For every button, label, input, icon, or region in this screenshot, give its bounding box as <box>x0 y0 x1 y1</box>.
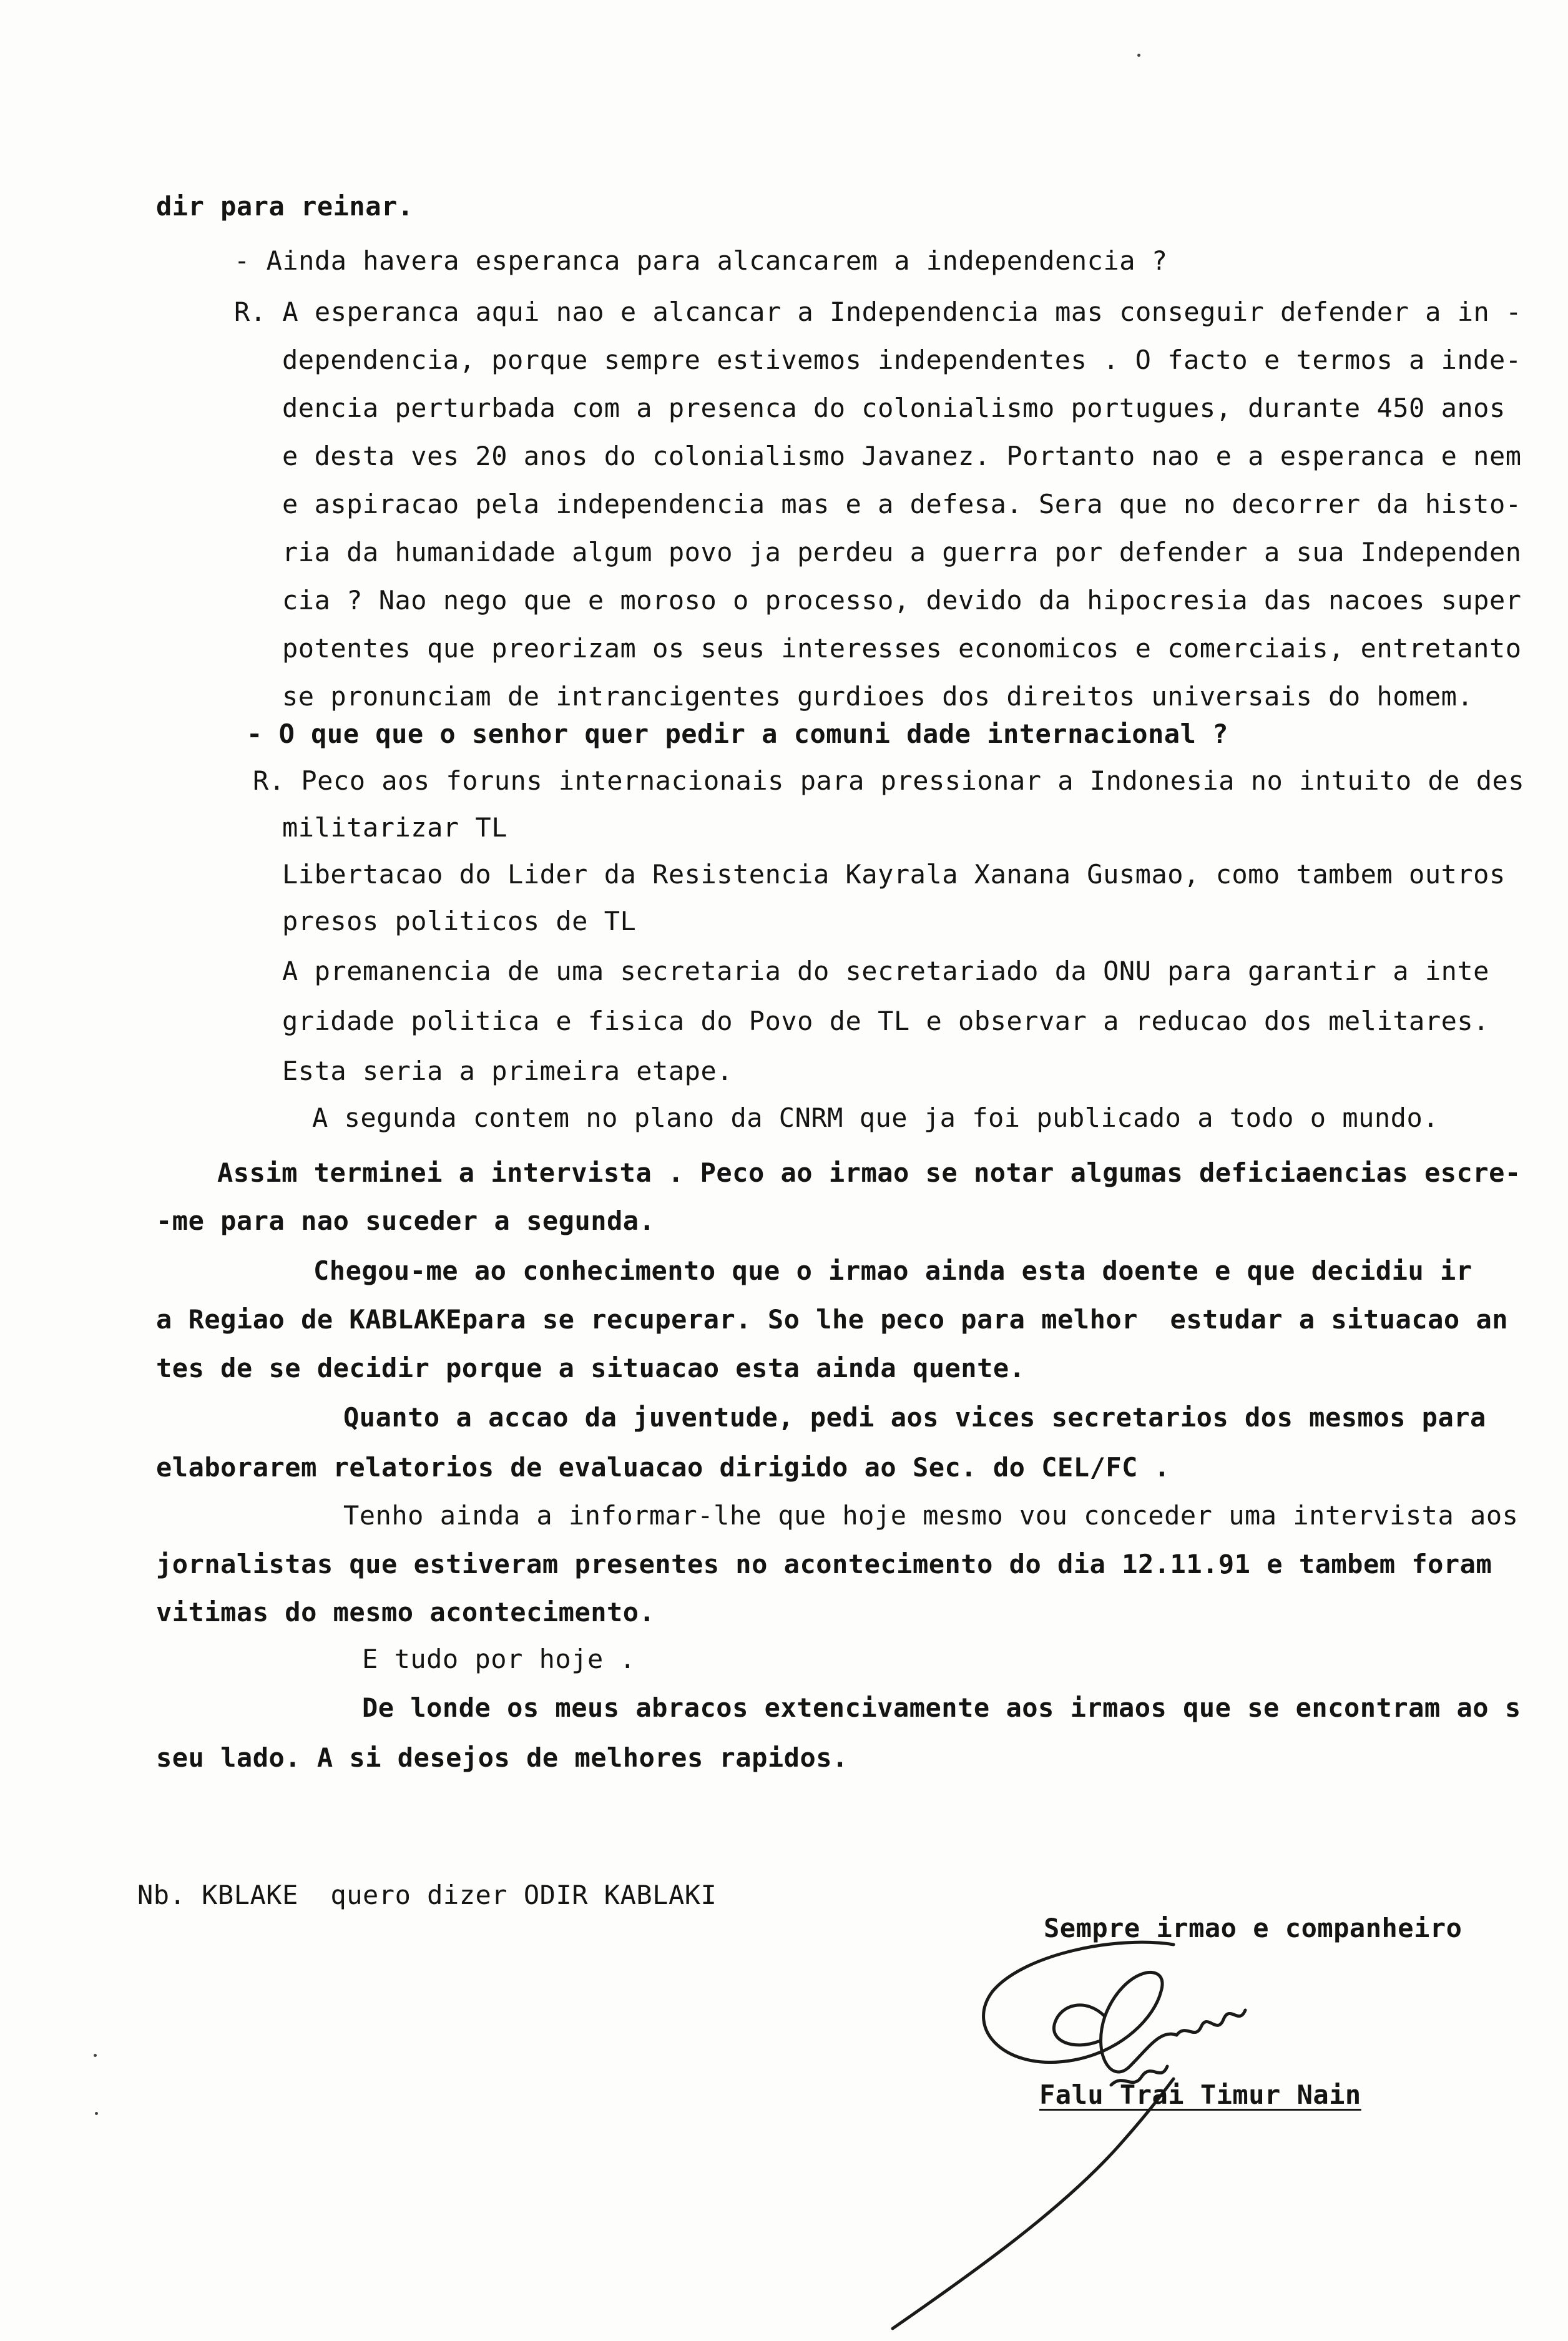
answer-1-line-2: dependencia, porque sempre estivemos independentes . O facto e termos a inde- <box>282 345 1522 375</box>
continuation-line: dir para reinar. <box>156 191 414 222</box>
body-line-11: E tudo por hoje . <box>362 1644 636 1674</box>
answer-2-line-4: presos politicos de TL <box>282 906 637 936</box>
answer-2-line-6: gridade politica e fisica do Povo de TL e observar a reducao dos melitares. <box>282 1006 1489 1036</box>
answer-2-line-1: R. Peco aos foruns internacionais para pressionar a Indonesia no intuito de des <box>253 765 1525 796</box>
interview-question-1: - Ainda havera esperanca para alcancarem a independencia ? <box>234 245 1168 276</box>
body-line-3: Chegou-me ao conhecimento que o irmao ainda esta doente e que decidiu ir <box>313 1255 1472 1286</box>
body-line-12: De londe os meus abracos extencivamente aos irmaos que se encontram ao s <box>362 1692 1521 1723</box>
signature-name: Falu Trai Timur Nain <box>1039 2079 1361 2110</box>
answer-1-line-8: potentes que preorizam os seus interesses economicos e comerciais, entretanto <box>282 633 1522 664</box>
answer-1-line-1: R. A esperanca aqui nao e alcancar a Independencia mas conseguir defender a in - <box>234 297 1522 327</box>
answer-1-line-9: se pronunciam de intrancigentes gurdioes dos direitos universais do homem. <box>282 681 1474 712</box>
body-line-1: Assim terminei a intervista . Peco ao irmao se notar algumas deficiaencias escre- <box>217 1157 1521 1188</box>
answer-1-line-3: dencia perturbada com a presenca do colonialismo portugues, durante 450 anos <box>282 393 1506 423</box>
body-line-9: jornalistas que estiveram presentes no acontecimento do dia 12.11.91 e tambem foram <box>156 1549 1492 1579</box>
answer-2-line-7: Esta seria a primeira etape. <box>282 1056 733 1086</box>
answer-1-line-5: e aspiracao pela independencia mas e a defesa. Sera que no decorrer da histo- <box>282 489 1522 519</box>
interview-question-2: - O que que o senhor quer pedir a comuni dade internacional ? <box>247 719 1228 749</box>
postscript-note: Nb. KBLAKE quero dizer ODIR KABLAKI <box>137 1880 717 1910</box>
stray-mark <box>1137 54 1140 57</box>
answer-2-line-2: militarizar TL <box>282 812 508 843</box>
stray-mark <box>95 2112 98 2115</box>
body-line-5: tes de se decidir porque a situacao esta ainda quente. <box>156 1353 1026 1383</box>
answer-2-line-8: A segunda contem no plano da CNRM que ja foi publicado a todo o mundo. <box>312 1102 1439 1133</box>
body-line-13: seu lado. A si desejos de melhores rapidos. <box>156 1742 848 1773</box>
stray-mark <box>94 2054 97 2057</box>
body-line-6: Quanto a accao da juventude, pedi aos vices secretarios dos mesmos para <box>343 1402 1486 1433</box>
answer-1-line-6: ria da humanidade algum povo ja perdeu a guerra por defender a sua Independen <box>282 537 1522 567</box>
answer-2-line-5: A premanencia de uma secretaria do secretariado da ONU para garantir a inte <box>282 956 1489 986</box>
body-line-4: a Regiao de KABLAKEpara se recuperar. So lhe peco para melhor estudar a situacao an <box>156 1304 1509 1335</box>
body-line-10: vitimas do mesmo acontecimento. <box>156 1597 655 1627</box>
answer-1-line-7: cia ? Nao nego que e moroso o processo, devido da hipocresia das nacoes super <box>282 585 1522 616</box>
body-line-7: elaborarem relatorios de evaluacao dirigido ao Sec. do CEL/FC . <box>156 1452 1170 1483</box>
answer-2-line-3: Libertacao do Lider da Resistencia Kayrala Xanana Gusmao, como tambem outros <box>282 859 1506 890</box>
body-line-8: Tenho ainda a informar-lhe que hoje mesmo vou conceder uma intervista aos <box>343 1500 1519 1531</box>
body-line-2: -me para nao suceder a segunda. <box>156 1205 655 1236</box>
closing-line: Sempre irmao e companheiro <box>1044 1913 1463 1943</box>
answer-1-line-4: e desta ves 20 anos do colonialismo Javanez. Portanto nao e a esperanca e nem <box>282 441 1522 471</box>
